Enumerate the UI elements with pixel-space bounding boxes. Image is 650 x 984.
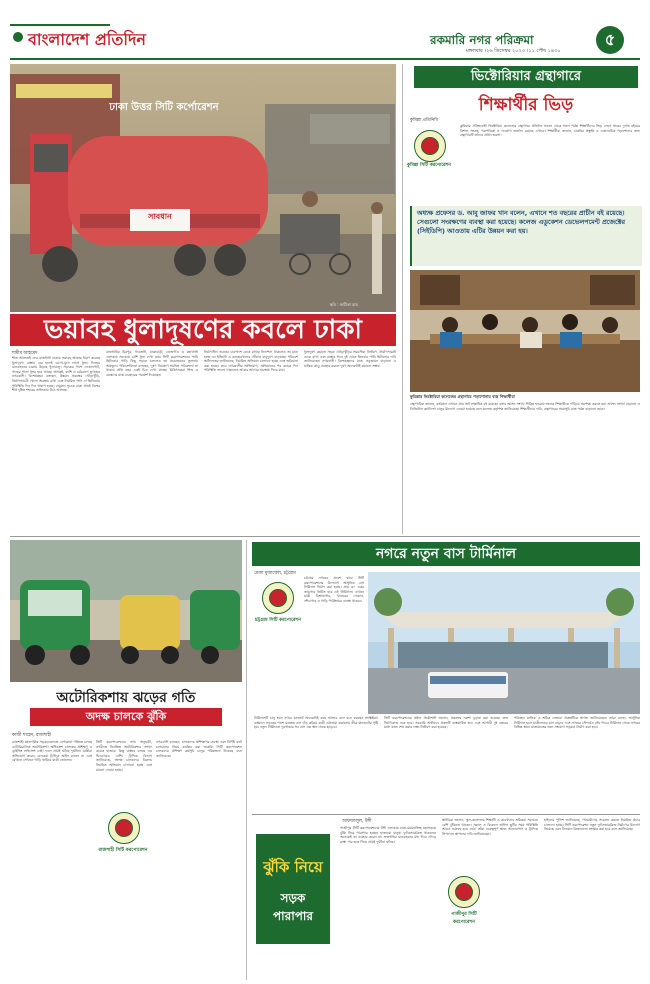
road-headline-line2: সড়ক পারাপার — [273, 891, 313, 923]
truck-sign: সাবধান — [148, 212, 172, 221]
library-body-bottom-text: গ্রন্থাগারিক জানান, বর্তমানে এখানে প্রায় অর্ধ লক্ষাধিক বই রয়েছে। বসার আসন সংখ্যা সীমিত হওয়ায় অনেক শিক্ষার্থীকে দাঁড়িয়ে অপেক্ষা করতে হয়। আসন সংখ্যা বাড়ানো ও ডিজিটাল ক্যাটালগ চালুর উদ্যোগ নেওয়া হয়েছে বলে কলেজ কর্তৃপক্ষ জানিয়েছে। শিক্ষার্থীদের দাবি, গ্রন্থাগারের সময়সূচি রাত পর্যন্ত বাড়ানো হোক। — [410, 402, 640, 411]
road-col-1 — [340, 826, 436, 978]
auto-col-1-text: রাজশাহী মহানগরীর সড়কগুলোতে বেপরোয়া গতিতে চলছে ব্যাটারিচালিত অটোরিকশা। অধিকাংশ চালকের প্রশিক্ষণ ও ড্রাইভিং লাইসেন্স নেই। ফলে প্রায়ই ঘটছে দুর্ঘটনা। যাত্রীরা অভিযোগ করেন, চালকরা ট্রাফিক আইন মানেন না এবং যেখানে সেখানে গাড়ি থামিয়ে যাত্রী তোলেন। — [12, 740, 92, 763]
road-byline: আফজালুল, টঙ্গী — [342, 819, 372, 824]
road-headline-line1: ঝুঁকি নিয়ে — [263, 858, 323, 876]
road-col-3 — [544, 818, 640, 978]
rajshahi-logo-label: রাজশাহী সিটি করপোরেশন — [98, 848, 148, 853]
library-body-top-text: কুমিল্লার ঐতিহ্যবাহী ভিক্টোরিয়া কলেজের গ্রন্থাগারে প্রতিদিন সকাল থেকে সন্ধ্যা পর্যন্ত শিক্ষার্থীদের ভিড় লেগে থাকে। দুর্লভ বইয়ের বিশাল সংগ্রহ, পত্রপত্রিকা ও গবেষণা জার্নাল রয়েছে এখানে। শিক্ষার্থীরা জানান, চাকরির প্রস্তুতি ও একাডেমিক পড়াশোনার জন্য গ্রন্থাগারটি তাঁদের প্রধান ভরসা। — [460, 124, 640, 138]
chattogram-logo-emblem-icon — [269, 589, 287, 607]
column-divider-auto — [246, 540, 247, 980]
auto-col-3 — [156, 740, 242, 978]
library-headline-top: ভিক্টোরিয়ার গ্রন্থাগারে — [414, 66, 638, 88]
library-divider — [402, 64, 403, 534]
bus-col-b — [384, 716, 508, 810]
terminal-render-illustration — [368, 572, 640, 714]
library-headline-main: শিক্ষার্থীর ভিড় — [478, 95, 574, 115]
road-col-2 — [442, 818, 538, 872]
page-number: ৫ — [596, 26, 624, 54]
dust-col-2 — [106, 350, 198, 466]
dust-photo-credit: ছবি : জয়ীতা রায় — [330, 302, 358, 307]
comilla-city-logo — [414, 130, 446, 162]
masthead-dot-icon — [13, 32, 23, 42]
library-pullquote — [410, 206, 642, 266]
bus-byline: রেজা মুজাম্মেল, চট্টগ্রাম — [254, 571, 296, 576]
section-rule-1 — [10, 536, 640, 537]
dust-col-4-text: ধুলাদূষণ কমাতে সড়ক খোঁড়াখুঁড়ির সময়সীমা নির্ধারণ, নির্মাণসামগ্রী ঢেকে রাখা এবং রাস্তায় দিনে দুই থেকে তিনবার পানি ছিটানোর দাবি জানিয়েছেন নগরবাসী। বিশেষজ্ঞদের মতে, সবুজায়ন বাড়ানো ও যান্ত্রিক ঝাড়ু ব্যবহার করলে দূষণ অনেকটাই কমানো সম্ভব। — [304, 350, 396, 368]
library-photo-caption: কুমিল্লার ভিক্টোরিয়া কলেজের গ্রন্থাগারে পড়াশোনায় ব্যস্ত শিক্ষার্থীরা — [410, 394, 515, 399]
auto-headline: অটোরিকশায় ঝড়ের গতি — [56, 690, 196, 706]
library-scene-illustration — [410, 270, 640, 392]
bus-col-c — [514, 716, 640, 810]
gazipur-logo-emblem-icon — [455, 883, 473, 901]
bus-col-a-text: টার্মিনালটি চালু হলে নগরে যানজট অনেকটাই কমে আসবে বলে মনে করছেন সংশ্লিষ্টরা। বর্তমানে সড়কের পাশে যত্রতত্র বাস দাঁড় করিয়ে যাত্রী ওঠানামা করানোয় তীব্র যানজটের সৃষ্টি হয়। নতুন টার্মিনালে দূরপাল্লার সব বাস এক স্থান থেকে ছাড়বে। — [254, 716, 378, 730]
road-col-1-text: গাজীপুর সিটি করপোরেশনের টঙ্গী এলাকায় ঢাকা-ময়মনসিংহ মহাসড়কে ঝুঁকি নিয়ে পারাপার হচ্ছেন হাজারো মানুষ। ফুটওভারব্রিজ থাকলেও অনেকেই তা ব্যবহার করেন না। দ্রুতগতির যানবাহনের মধ্য দিয়ে দৌড়ে রাস্তা পার হতে গিয়ে প্রায়ই দুর্ঘটনা ঘটছে। — [340, 826, 436, 844]
auto-col-1 — [12, 740, 92, 978]
chattogram-logo-label: চট্টগ্রাম সিটি করপোরেশন — [255, 618, 301, 623]
library-body-bottom — [410, 402, 640, 530]
dust-col-2-text: রাজধানীর মিরপুর, গাবতলী, যাত্রাবাড়ী, তেজগাঁও ও মহাখালী এলাকায় সবচেয়ে বেশি ধুলা দেখা যায়। সিটি করপোরেশনের পানি ছিটানোর গাড়ি কিছু সড়কে চললেও তা প্রয়োজনের তুলনায় অপ্রতুল। পরিবেশবিদরা বলছেন, দূষণ নিয়ন্ত্রণে সমন্বিত পরিকল্পনা না থাকায় প্রতি বছর একই চিত্র দেখা যাচ্ছে। চিকিৎসকরা শিশু ও বয়স্কদের মাস্ক ব্যবহারের পরামর্শ দিয়েছেন। — [106, 350, 198, 377]
dust-col-3 — [204, 350, 298, 466]
bus-headline: নগরে নতুন বাস টার্মিনাল — [252, 542, 640, 566]
library-photo — [410, 270, 640, 392]
issue-date: মঙ্গলবার ।২৬ ডিসেম্বর ২০২৩ ।১১ পৌষ ১৪৩০ — [466, 48, 561, 54]
comilla-logo-emblem-icon — [421, 137, 439, 155]
library-pullquote-text: অধ্যক্ষ প্রফেসর ড. আবু জাফর খান বলেন, এখানে শত বছরের প্রাচীন বই রয়েছে। সেগুলো সংরক্ষণের ব্যবস্থা করা হয়েছে। কলেজ এডুকেশন ডেভেলপমেন্ট প্রজেক্টের (সিইডিপি) আওতায় এটির উন্নয়ন করা হয়। — [417, 209, 625, 235]
chattogram-city-logo — [262, 582, 294, 614]
section-name: রকমারি নগর পরিক্রমা — [430, 33, 534, 47]
dust-col-4 — [304, 350, 396, 466]
rajshahi-city-logo — [108, 812, 140, 844]
auto-col-3-text: নগরবাসী বলছেন, চালকদের প্রশিক্ষণের ব্যবস্থা এবং নির্দিষ্ট রুটে চলাচলের নিয়ম কার্যকর করা জরুরি। সিটি করপোরেশন চালকদের প্রশিক্ষণ কর্মসূচি চালুর পরিকল্পনা নিয়েছে বলে জানিয়েছে। — [156, 740, 242, 758]
bus-intro-text: চট্টগ্রাম নগরের প্রবেশ দ্বারে সিটি করপোরেশনের উদ্যোগে আধুনিক বাস টার্মিনাল নির্মাণ করা হচ্ছে। প্রায় ৩০ একর জায়গায় নির্মিত হবে এই টার্মিনাল। এখানে যাত্রী বিশ্রামাগার, খাবারের দোকান, শৌচাগার ও গাড়ি পার্কিংয়ের ব্যবস্থা থাকবে। — [304, 576, 364, 603]
truck-lettering: ঢাকা উত্তর সিটি কর্পোরেশন — [109, 102, 219, 113]
dust-col-1-text: শীত আসতেই ফের রাজধানী ঢাকায় ভয়াবহ আকার ধারণ করেছে ধুলাদূষণ। রাস্তায় বের হলেই চোখে-মুখে লাগে ধুলা। দিনভর যানবাহনের চাকায় উড়ছে ধুলাবালু। সড়কের পাশে দোকানপাট, গাছের পাতা ধূসর হয়ে আছে। শ্বাসকষ্ট, কাশি ও চর্মরোগে ভুগছেন নগরবাসী। বিশেষজ্ঞরা বলছেন, উন্নয়ন প্রকল্পের খোঁড়াখুঁড়ি, নির্মাণসামগ্রী খোলা অবস্থায় রাখা এবং নিয়মিত পানি না ছিটানোয় পরিস্থিতি দিন দিন খারাপ হচ্ছে। বায়ুমান সূচকে ঢাকা প্রায়ই বিশ্বের শীর্ষ দূষিত শহরের তালিকায় উঠে আসছে। — [12, 356, 100, 393]
dust-col-1 — [12, 356, 100, 466]
dust-byline-text: শামীম আহমেদ — [12, 351, 38, 356]
road-headline-box — [256, 834, 330, 944]
masthead-rule — [10, 58, 640, 60]
bus-col-b-text: সিটি করপোরেশনের প্রধান প্রকৌশলী জানান, প্রকল্পের নকশা চূড়ান্ত করা হয়েছে। দ্রুত নির্মাণকাজ শুরু হবে। সরকারি অর্থায়নে প্রকল্পটি বাস্তবায়িত হবে এবং আগামী দুই বছরের মধ্যে কাজ শেষ করার লক্ষ্য নির্ধারণ করা হয়েছে। — [384, 716, 508, 730]
dust-col-3-text: নির্মাণাধীন ভবনের চারপাশে ঢেকে রাখার নির্দেশনা থাকলেও তা মানা হচ্ছে না। ইটভাটা ও কলকারখানার ধোঁয়াও বায়ুদূষণ বাড়াচ্ছে। পরিবেশ অধিদফতর জানিয়েছে, নিয়মিত অভিযান চালানো হচ্ছে এবং জরিমানা করা হচ্ছে। তবে নগরবাসীর অভিযোগ, অভিযানের পর কয়েক দিন পরিস্থিতি ভালো থাকলেও আবার আগের অবস্থায় ফিরে যায়। — [204, 350, 298, 373]
gazipur-city-logo — [448, 876, 480, 908]
dust-headline: ভয়াবহ ধুলাদূষণের কবলে ঢাকা — [10, 314, 396, 346]
auto-col-2 — [96, 740, 152, 808]
rajshahi-logo-emblem-icon — [115, 819, 133, 837]
gazipur-logo-label: গাজীপুর সিটি করপোরেশন — [451, 912, 477, 925]
road-col-3-text: হাইওয়ে পুলিশ জানিয়েছে, পথচারীদের সচেতন করতে নিয়মিত প্রচার চালানো হচ্ছে। সিটি করপোরেশন নতুন ফুটওভারব্রিজ নির্মাণের উদ্যোগ নিয়েছে এবং বিদ্যমান ব্রিজগুলো সংস্কার করা হবে বলে জানিয়েছে। — [544, 818, 640, 832]
bus-col-a — [254, 716, 378, 810]
bus-col-c-text: পরিবহন মালিক ও শ্রমিক নেতারা প্রকল্পটিকে স্বাগত জানিয়েছেন। তাঁরা বলেন, আধুনিক টার্মিনাল হলে যাত্রীসেবার মান বাড়বে এবং নগরের সৌন্দর্যও বৃদ্ধি পাবে। টার্মিনাল থেকে নগরের বিভিন্ন স্থানে যাতায়াতের জন্য সংযোগ সড়কও নির্মাণ করা হবে। — [514, 716, 640, 730]
masthead-logo-bar — [10, 24, 110, 26]
auto-scene-illustration — [10, 540, 242, 682]
section-rule-2 — [252, 814, 640, 815]
auto-col-2-text: সিটি করপোরেশনের তথ্য অনুযায়ী, নগরীতে নিবন্ধিত অটোরিকশার সংখ্যা কয়েক হাজার। কিন্তু বাস্তবে চলছে এর দ্বিগুণেরও বেশি। ট্রাফিক বিভাগ জানিয়েছে, অদক্ষ চালকদের বিরুদ্ধে নিয়মিত অভিযান চালানো হচ্ছে এবং মামলা দেওয়া হচ্ছে। — [96, 740, 152, 772]
road-col-2-text: স্থানীয়রা জানান, স্কুল-কলেজের শিক্ষার্থী ও কারখানার শ্রমিকরা সবচেয়ে বেশি ঝুঁকিতে থাকেন। সকাল ও বিকেলে অফিস ছুটির সময় পরিস্থিতি আরও ভয়াবহ হয়ে ওঠে। তাঁরা গুরুত্বপূর্ণ স্থানে আন্ডারপাস ও ট্রাফিক সিগন্যাল স্থাপনের দাবি জানিয়েছেন। — [442, 818, 538, 836]
paper-name: বাংলাদেশ প্রতিদিন — [28, 30, 146, 49]
auto-subhead: অদক্ষ চালকে ঝুঁকি — [30, 708, 222, 726]
bus-terminal-render — [368, 572, 640, 714]
auto-byline: কাজী শাহেদ, রাজশাহী — [12, 733, 52, 738]
library-body-top — [460, 124, 640, 204]
auto-photo — [10, 540, 242, 682]
library-byline: কুমিল্লা প্রতিনিধি — [410, 118, 438, 123]
comilla-logo-label: কুমিল্লা সিটি করপোরেশন — [407, 163, 451, 168]
